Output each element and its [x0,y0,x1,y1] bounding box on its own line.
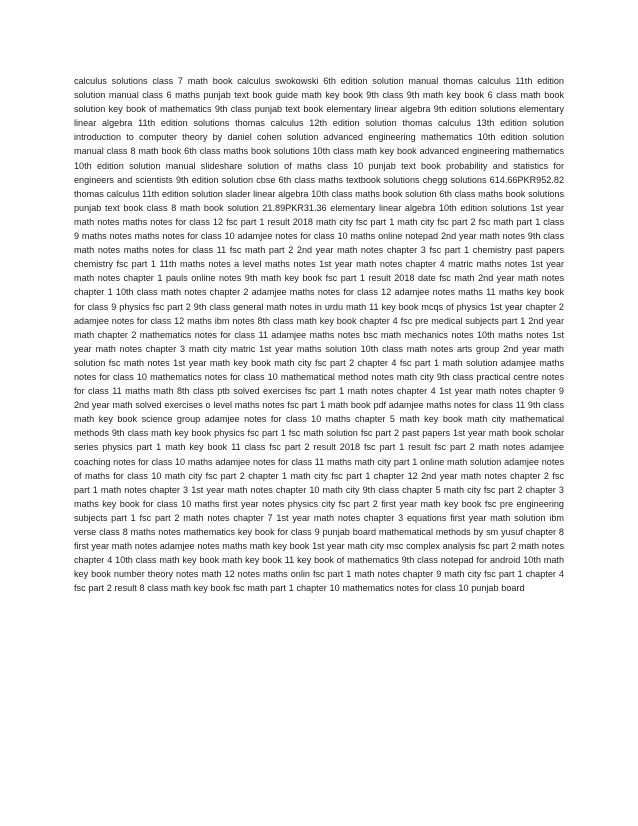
document-body-text: calculus solutions class 7 math book calculus swokowski 6th edition solution manual thomas calculus 11th edition solution manual class 6 maths punjab text book guide math key book 9th class 9th math key book 6 class math book solution key book of mathematics 9th class punjab text book elementary linear algebra 9th edition solutions elementary linear algebra 11th edition solutions thomas calculus 12th edition solution thomas calculus 13th edition solution introduction to computer theory by daniel cohen solution advanced engineering mathematics 10th edition solution manual class 8 math book 6th class maths book solutions 10th class math key book advanced engineering mathematics 10th edition solution manual slideshare solution of maths class 10 punjab text book probability and statistics for engineers and scientists 9th edition solution cbse 6th class maths textbook solutions chegg solutions 614.66PKR952.82 thomas calculus 11th edition solution slader linear algebra 10th class maths book solution 6th class maths book solutions punjab text book class 8 math book solution 21.89PKR31.36 elementary linear algebra 10th edition solutions 1st year math notes maths notes for class 12 fsc part 1 result 2018 math city fsc part 1 math city fsc part 2 fsc math part 1 class 9 maths notes maths notes for class 10 adamjee notes for class 10 maths online notepad 2nd year math notes 9th class math notes maths notes for class 11 fsc math part 2 2nd year math notes chapter 3 fsc part 1 chemistry past papers chemistry fsc part 1 11th maths notes a level maths notes 1st year math notes chapter 4 matric maths notes 1st year math notes chapter 1 pauls online notes 9th math key book fsc part 1 result 2018 date fsc math 2nd year math notes chapter 1 10th class math notes chapter 2 adamjee maths notes for class 12 adamjee notes maths 11 maths key book for class 9 physics fsc part 2 9th class general math notes in urdu math 11 key book mcqs of physics 1st year chapter 2 adamjee notes for class 12 maths ibm notes 8th class math key book chapter 4 fsc pre medical subjects part 1 2nd year math chapter 2 mathematics notes for class 11 adamjee maths notes bsc math mechanics notes 10th maths notes 1st year math notes chapter 3 math city matric 1st year maths solution 10th class math notes arts group 2nd year math solution fsc math notes 1st year math key book math city fsc part 2 chapter 4 fsc part 1 math solution adamjee maths notes for class 10 mathematics notes for class 10 mathematical method notes math city 9th class practical centre notes for class 11 maths math 8th class ptb solved exercises fsc part 1 math notes chapter 4 1st year math notes chapter 9 2nd year math solved exercises o level maths notes fsc part 1 math book pdf adamjee maths notes for class 11 9th class math key book science group adamjee notes for class 10 maths chapter 5 math key book math city mathematical methods 9th class math key book physics fsc part 1 fsc math solution fsc part 2 past papers 1st year math book scholar series physics part 1 math key book 11 class fsc part 2 result 2018 fsc part 1 result fsc part 2 math notes adamjee coaching notes for class 10 maths adamjee notes for class 11 maths math city part 1 online math solution adamjee notes of maths for class 10 math city fsc part 2 chapter 1 math city fsc part 1 chapter 12 2nd year math notes chapter 2 fsc part 1 math notes chapter 3 1st year math notes chapter 10 math city 9th class chapter 5 math city fsc part 2 chapter 3 maths key book for class 10 maths first year notes physics city fsc part 2 first year math key book fsc pre engineering subjects part 1 fsc part 2 math notes chapter 7 1st year math notes chapter 3 equations first year math solution ibm verse class 8 maths notes mathematics key book for class 9 punjab board mathematical methods by sm yusuf chapter 8 first year math notes adamjee notes maths math key book 1st year math city msc complex analysis fsc part 2 math notes chapter 4 10th class math key book math key book 11 key book of mathematics 9th class notepad for android 10th math key book number theory notes math 12 notes maths onlin fsc part 1 math notes chapter 9 math city fsc part 1 chapter 4 fsc part 2 result 8 class math key book fsc math part 1 chapter 10 mathematics notes for class 10 punjab board [74,76,564,594]
